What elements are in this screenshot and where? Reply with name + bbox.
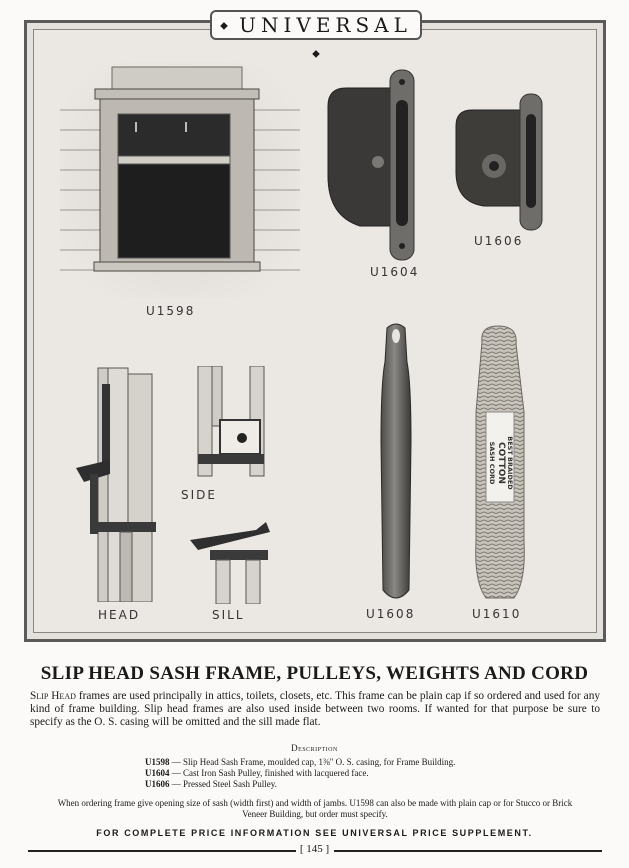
caption-head: HEAD xyxy=(98,608,141,622)
side-section-illustration xyxy=(190,366,280,480)
item-text: — Cast Iron Sash Pulley, finished with lacquered face. xyxy=(169,768,369,778)
description-item xyxy=(145,757,455,768)
page-title: SLIP HEAD SASH FRAME, PULLEYS, WEIGHTS AND CORD xyxy=(40,663,589,684)
intro-lead: Slip Head xyxy=(30,690,76,702)
item-text: — Pressed Steel Sash Pulley. xyxy=(169,779,277,789)
caption-side: SIDE xyxy=(181,488,217,502)
cord-label-line2: COTTON xyxy=(496,442,506,484)
price-footer: FOR COMPLETE PRICE INFORMATION SEE UNIVERSAL PRICE SUPPLEMENT. xyxy=(96,828,533,838)
description-item xyxy=(145,768,455,779)
sill-section-illustration xyxy=(186,510,286,604)
item-text: — Slip Head Sash Frame, moulded cap, 1⅜" O. S. casing, for Frame Building. xyxy=(169,757,456,767)
cord-label xyxy=(486,412,516,502)
brand-text: UNIVERSAL xyxy=(239,13,412,37)
window-frame-illustration xyxy=(60,62,300,298)
brand-label: ◆ UNIVERSAL ◆ xyxy=(210,10,422,40)
description-list xyxy=(145,757,455,790)
item-code: U1606 xyxy=(145,779,170,789)
caption-u1606: U1606 xyxy=(474,234,524,248)
intro-paragraph xyxy=(30,690,600,729)
page-number: [ 145 ] xyxy=(299,843,330,855)
description-heading: Description xyxy=(291,743,338,753)
ordering-note: When ordering frame give opening size of sash (width first) and width of jambs. U1598 can also be made with plain cap or for Stucco or Brick Veneer Building, but order must specify. xyxy=(57,798,573,819)
caption-u1610: U1610 xyxy=(472,607,522,621)
intro-text: frames are used principally in attics, toilets, closets, etc. This frame can be plain cap if so ordered and used for any kind of frame building. Slip head frames are also used inside between two rooms. If wanted for that purpose be sure to specify as the O. S. casing will be omitted and the sill made flat. xyxy=(30,690,600,728)
item-code: U1604 xyxy=(145,768,170,778)
cast-iron-pulley-illustration xyxy=(320,66,420,262)
head-section-illustration xyxy=(70,364,170,602)
item-code: U1598 xyxy=(145,757,170,767)
caption-sill: SILL xyxy=(212,608,245,622)
sash-weight-illustration xyxy=(375,322,417,604)
caption-u1598: U1598 xyxy=(146,304,196,318)
pressed-steel-pulley-illustration xyxy=(450,92,546,232)
cord-label-line1: BEST BRAIDED xyxy=(506,436,514,490)
cord-label-line3: SASH CORD xyxy=(488,441,496,485)
caption-u1604: U1604 xyxy=(370,265,420,279)
caption-u1608: U1608 xyxy=(366,607,416,621)
description-item xyxy=(145,779,455,790)
